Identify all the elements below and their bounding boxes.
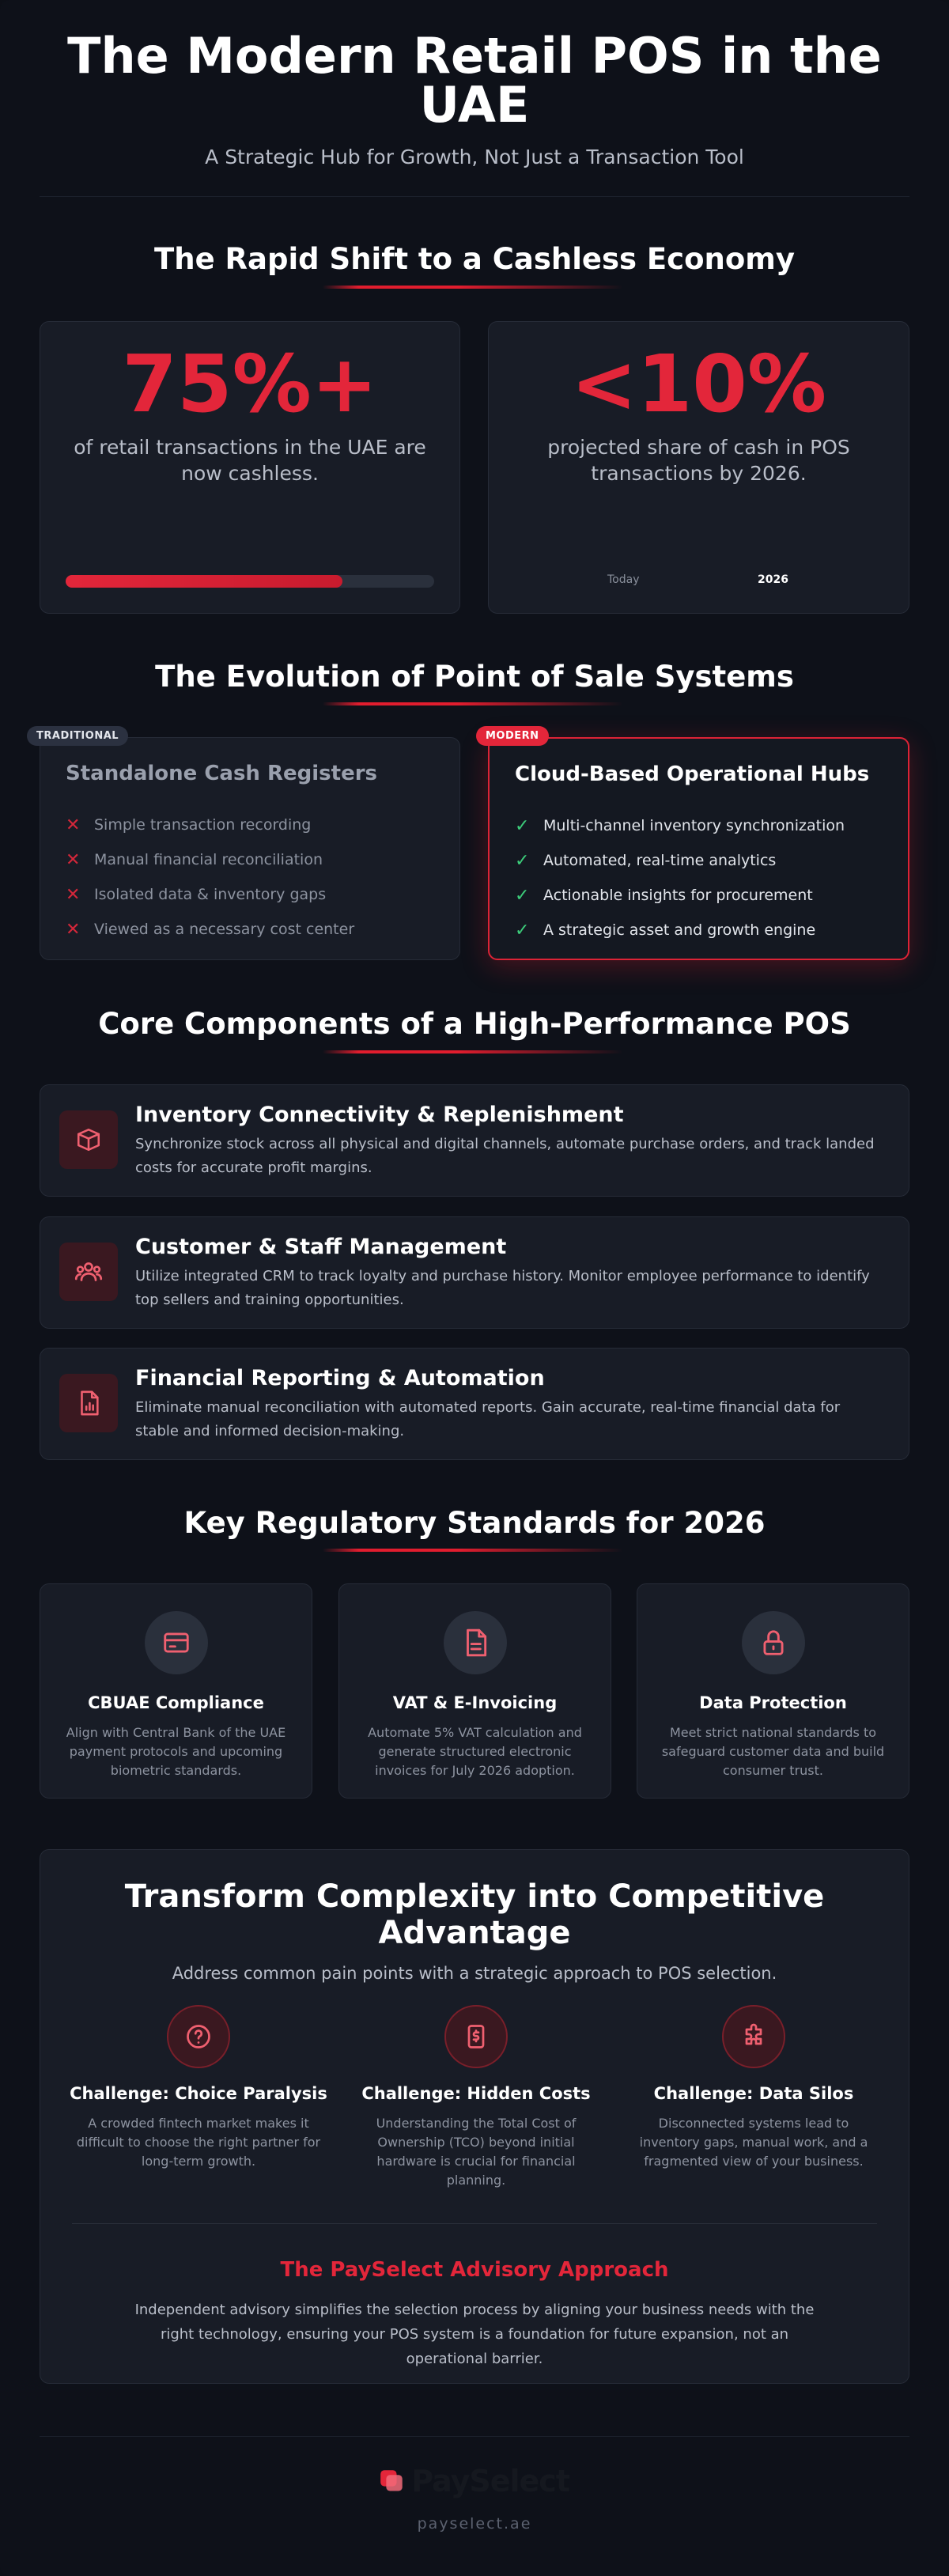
progress-fill (66, 575, 342, 588)
regulatory-description: Align with Central Bank of the UAE payment protocols and upcoming biometric standards. (66, 1725, 286, 1778)
traditional-badge: TRADITIONAL (27, 726, 128, 746)
list-item: ✓ Actionable insights for procurement (515, 885, 813, 906)
modern-title: Cloud-Based Operational Hubs (515, 762, 870, 786)
advisory-title: The PaySelect Advisory Approach (280, 2258, 669, 2282)
accent-underline (323, 702, 623, 705)
traditional-list (66, 808, 354, 947)
list-item: ✕ Manual financial reconciliation (66, 849, 323, 870)
challenge-title: Challenge: Data Silos (653, 2084, 854, 2103)
challenge-description: Disconnected systems lead to inventory gaps, manual work, and a fragmented view of your business. (639, 2116, 868, 2169)
stat-value: 75%+ (122, 338, 378, 430)
stat-card-cashless (40, 321, 460, 614)
stat-description: of retail transactions in the UAE are now cashless. (74, 436, 426, 485)
component-title: Inventory Connectivity & Replenishment (135, 1103, 624, 1127)
logo-text: PaySelect (411, 2464, 569, 2498)
check-icon: ✓ (515, 920, 530, 940)
credit-card-icon (145, 1611, 208, 1674)
transform-card (40, 1849, 909, 2384)
regulatory-description: Meet strict national standards to safeguard customer data and build consumer trust. (661, 1725, 885, 1778)
challenge-description: A crowded fintech market makes it difficult to choose the right partner for long-term growth. (76, 2116, 321, 2169)
component-title: Financial Reporting & Automation (135, 1366, 545, 1390)
transform-subtitle: Address common pain points with a strategic approach to POS selection. (172, 1964, 777, 1983)
cashless-section-title: The Rapid Shift to a Cashless Economy (154, 242, 795, 276)
modern-list (515, 808, 845, 948)
timeline-end-label: 2026 (758, 573, 788, 586)
question-icon (167, 2005, 230, 2068)
divider (40, 196, 909, 197)
evolution-section-title: The Evolution of Point of Sale Systems (155, 660, 794, 694)
check-icon: ✓ (515, 850, 530, 871)
component-card-inventory (40, 1084, 909, 1197)
page-subtitle: A Strategic Hub for Growth, Not Just a Transaction Tool (205, 146, 744, 168)
list-item: ✕ Simple transaction recording (66, 815, 312, 835)
check-icon: ✓ (515, 815, 530, 836)
traditional-card (40, 737, 460, 960)
x-icon: ✕ (66, 919, 81, 940)
modern-badge: MODERN (476, 726, 549, 746)
regulatory-card-vat (338, 1583, 611, 1799)
regulatory-description: Automate 5% VAT calculation and generate structured electronic invoices for July 2026 adoption. (368, 1725, 582, 1778)
users-icon (59, 1243, 118, 1301)
regulatory-card-cbuae (40, 1583, 312, 1799)
report-icon (59, 1374, 118, 1432)
list-item: ✓ A strategic asset and growth engine (515, 920, 816, 940)
puzzle-icon (722, 2005, 785, 2068)
x-icon: ✕ (66, 815, 81, 835)
check-icon: ✓ (515, 885, 530, 906)
x-icon: ✕ (66, 849, 81, 870)
transform-title: Transform Complexity into Competitive Advantage (124, 1878, 825, 1951)
divider (40, 2436, 909, 2437)
logo-mark-icon (380, 2461, 405, 2501)
advisory-description: Independent advisory simplifies the selection process by aligning your business needs with the right technology, ensuring your POS system is a foundation for future expansion, not an operational barrier. (134, 2302, 815, 2367)
challenge-title: Challenge: Choice Paralysis (70, 2084, 327, 2103)
list-item: ✓ Automated, real-time analytics (515, 850, 777, 871)
modern-card (488, 737, 909, 960)
challenge-description: Understanding the Total Cost of Ownership (TCO) beyond initial hardware is crucial for financial planning. (376, 2116, 577, 2188)
regulatory-title: CBUAE Compliance (88, 1693, 264, 1712)
regulatory-card-data (637, 1583, 909, 1799)
document-icon (444, 1611, 507, 1674)
accent-underline (323, 286, 623, 289)
payselect-logo (380, 2461, 569, 2501)
component-card-financial (40, 1348, 909, 1460)
accent-underline (323, 1549, 623, 1552)
component-description: Synchronize stock across all physical and digital channels, automate purchase orders, and track landed costs for accurate profit margins. (135, 1136, 875, 1176)
timeline-start-label: Today (607, 573, 640, 586)
regulatory-section-title: Key Regulatory Standards for 2026 (183, 1506, 766, 1540)
traditional-title: Standalone Cash Registers (66, 762, 378, 785)
x-icon: ✕ (66, 884, 81, 905)
list-item: ✕ Isolated data & inventory gaps (66, 884, 327, 905)
accent-underline (323, 1050, 623, 1053)
stat-value: <10% (570, 338, 827, 430)
list-item: ✓ Multi-channel inventory synchronization (515, 815, 845, 836)
regulatory-title: Data Protection (699, 1693, 847, 1712)
receipt-icon (444, 2005, 508, 2068)
list-item: ✕ Viewed as a necessary cost center (66, 919, 355, 940)
component-description: Utilize integrated CRM to track loyalty and purchase history. Monitor employee performance to identify top sellers and training opportunities. (135, 1268, 870, 1308)
stat-description: projected share of cash in POS transactions by 2026. (547, 436, 850, 485)
lock-icon (742, 1611, 805, 1674)
component-card-customer (40, 1216, 909, 1329)
divider (72, 2223, 877, 2224)
regulatory-title: VAT & E-Invoicing (392, 1693, 558, 1712)
challenge-title: Challenge: Hidden Costs (361, 2084, 591, 2103)
stat-card-cash-share (488, 321, 909, 614)
website-url: payselect.ae (417, 2515, 532, 2532)
component-description: Eliminate manual reconciliation with automated reports. Gain accurate, real-time financial data for stable and informed decision-making. (135, 1399, 841, 1439)
box-icon (59, 1110, 118, 1169)
components-section-title: Core Components of a High-Performance POS (98, 1007, 851, 1041)
page-title: The Modern Retail POS in the UAE (67, 27, 882, 134)
component-title: Customer & Staff Management (135, 1235, 507, 1259)
progress-bar (66, 575, 434, 588)
